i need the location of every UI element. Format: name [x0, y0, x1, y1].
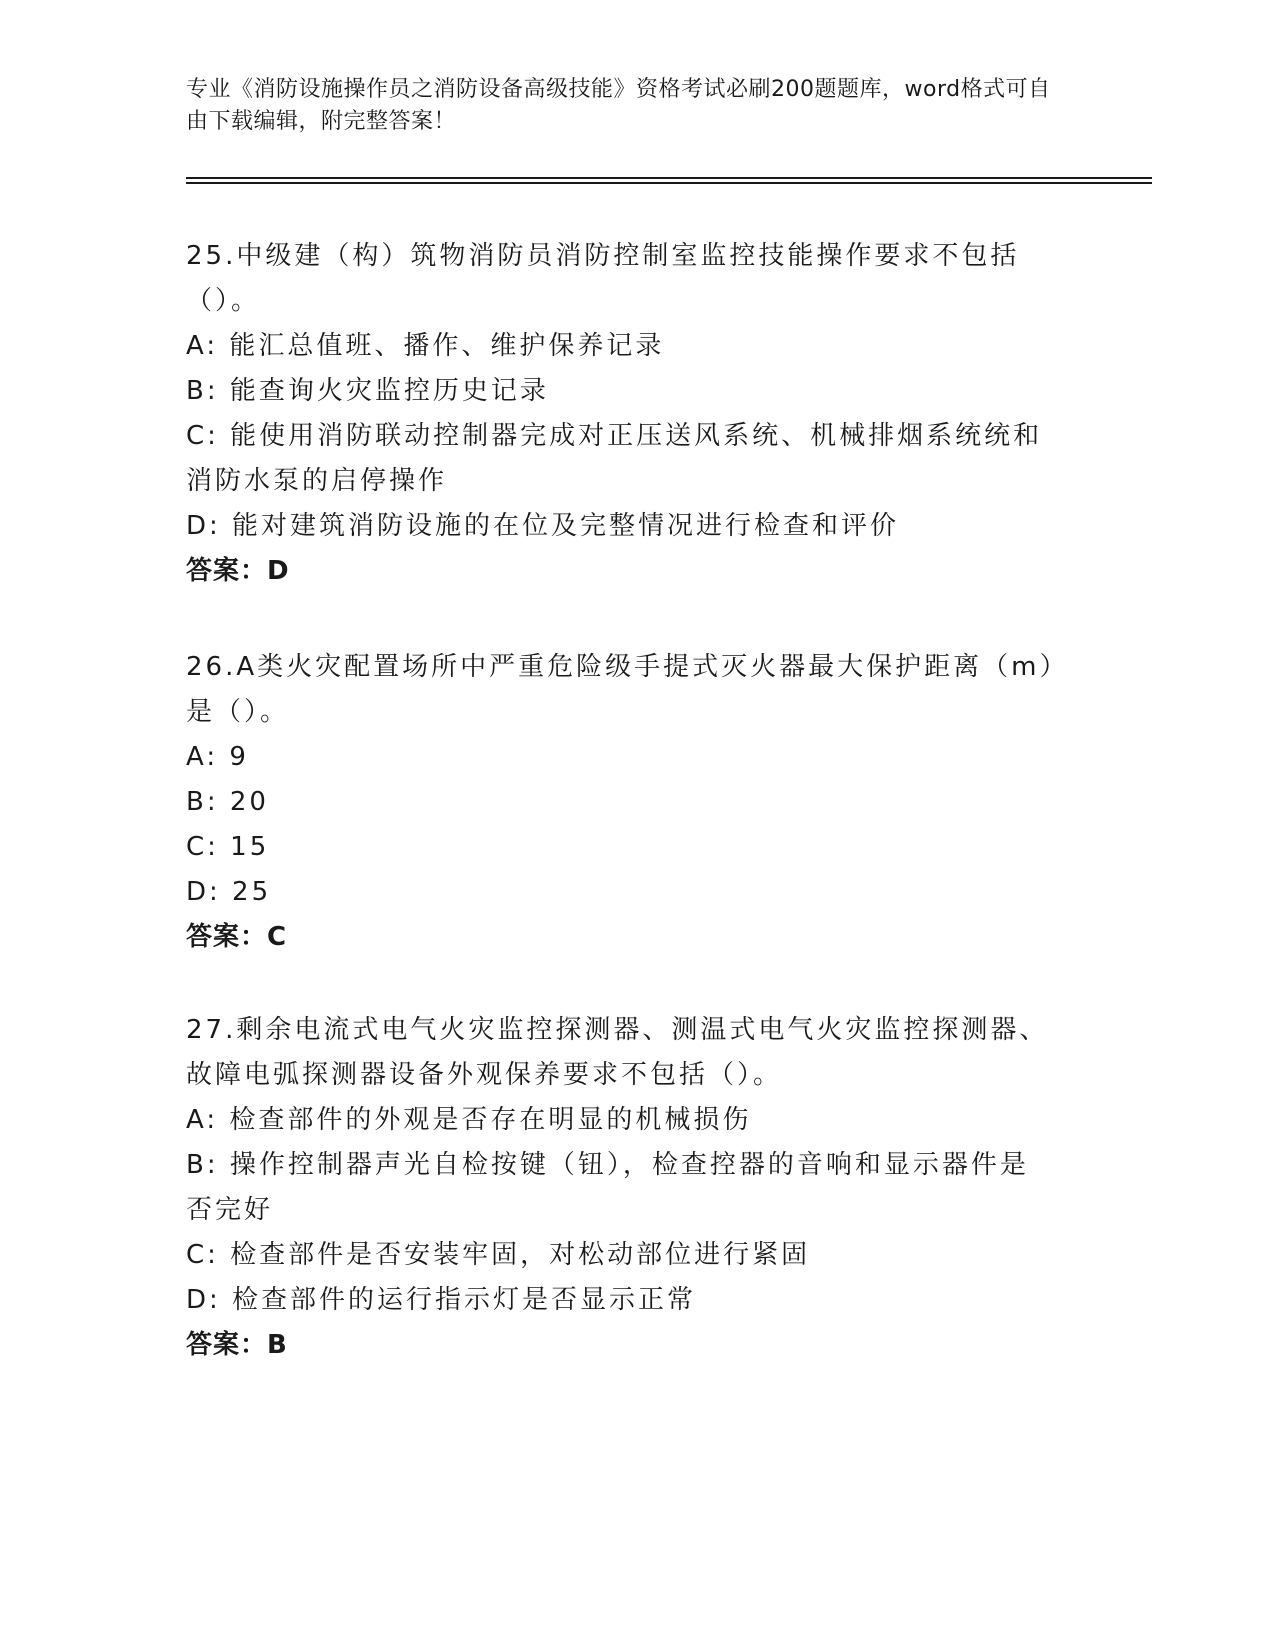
- question-stem: 25.中级建（构）筑物消防员消防控制室监控技能操作要求不包括（）。: [186, 241, 1020, 316]
- question-stem: 26.A类火灾配置场所中严重危险级手提式灭火器最大保护距离（m）是（）。: [186, 652, 1056, 727]
- option-d: D: 25: [186, 877, 272, 907]
- question-stem: 27.剩余电流式电气火灾监控探测器、测温式电气火灾监控探测器、故障电弧探测器设备外观保养要求不包括（）。: [186, 1015, 1049, 1090]
- question-26: [186, 645, 1086, 960]
- answer: 答案：B: [186, 1330, 288, 1360]
- answer: 答案：D: [186, 556, 290, 586]
- document-header: 专业《消防设施操作员之消防设备高级技能》资格考试必刷200题题库，word格式可自由下载编辑，附完整答案！: [186, 77, 1051, 134]
- option-b: B: 20: [186, 787, 269, 817]
- option-b: B: 操作控制器声光自检按键（钮），检查控器的音响和显示器件是否完好: [186, 1150, 1029, 1225]
- option-c: C: 15: [186, 832, 270, 862]
- answer: 答案：C: [186, 922, 288, 952]
- option-a: A: 检查部件的外观是否存在明显的机械损伤: [186, 1105, 752, 1135]
- option-a: A: 能汇总值班、播作、维护保养记录: [186, 331, 665, 361]
- option-c: C: 检查部件是否安装牢固，对松动部位进行紧固: [186, 1240, 811, 1270]
- header-divider-bottom: [186, 182, 1152, 184]
- question-25: [186, 234, 1086, 594]
- option-a: A: 9: [186, 742, 249, 772]
- option-c: C: 能使用消防联动控制器完成对正压送风系统、机械排烟系统统和消防水泵的启停操作: [186, 421, 1043, 496]
- option-d: D: 能对建筑消防设施的在位及完整情况进行检查和评价: [186, 511, 900, 541]
- question-27: [186, 1008, 1086, 1368]
- header-divider-top: [186, 177, 1152, 179]
- option-b: B: 能查询火灾监控历史记录: [186, 376, 549, 406]
- option-d: D: 检查部件的运行指示灯是否显示正常: [186, 1285, 697, 1315]
